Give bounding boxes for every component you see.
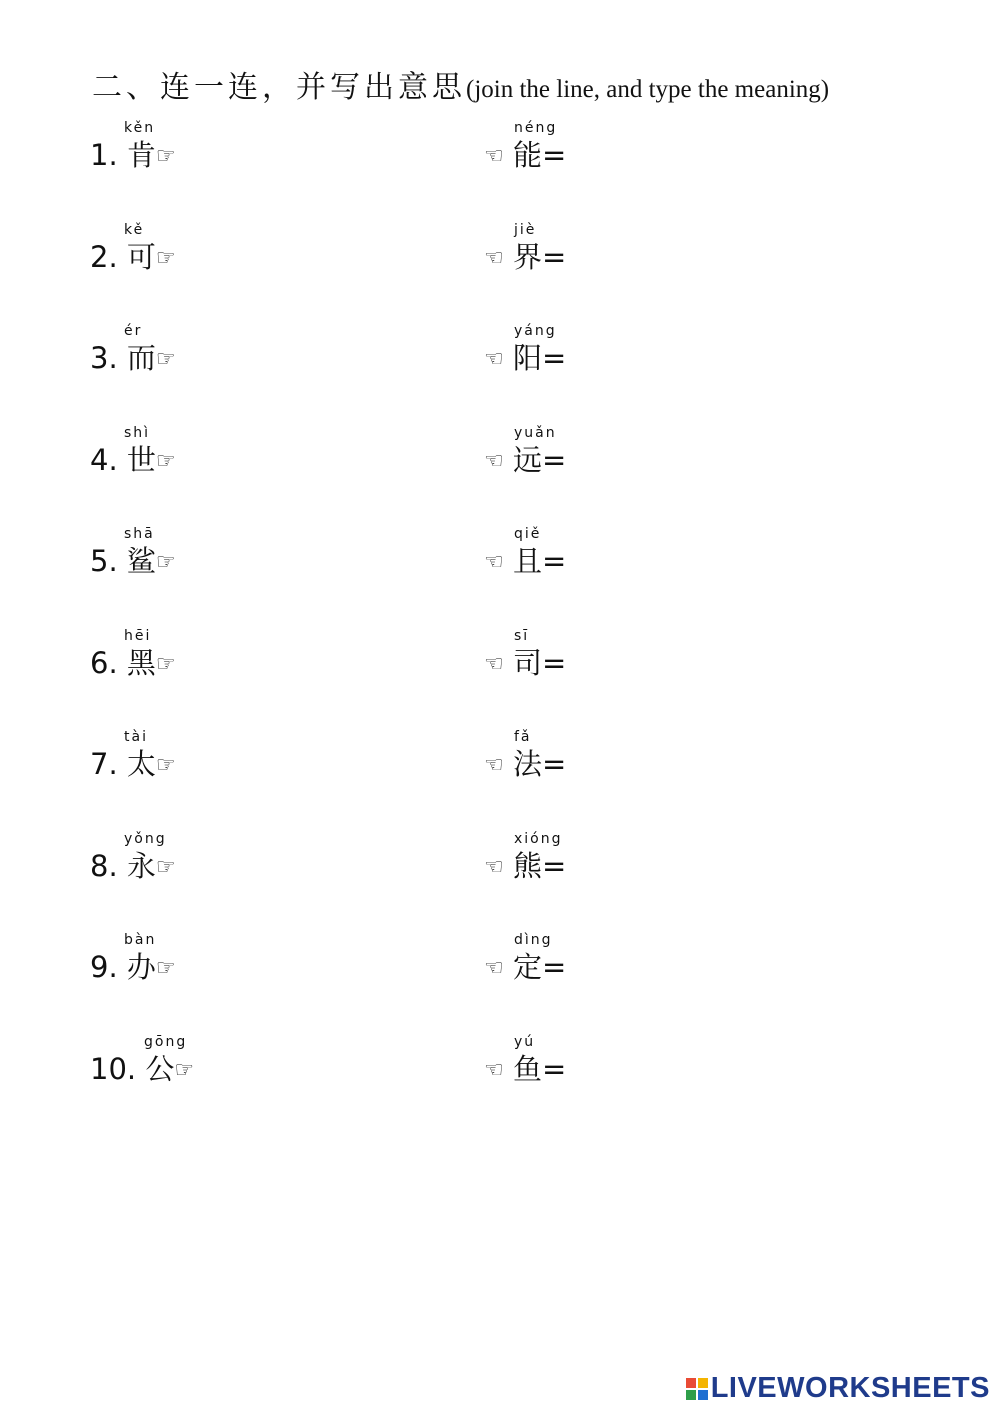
meaning-input[interactable] [566,342,930,378]
right-pinyin: jiè [514,221,537,238]
left-character: 鲨 [126,544,156,578]
equals-sign: = [541,950,567,984]
meaning-input[interactable] [566,545,930,581]
left-pointing-hand-icon[interactable]: ☜ [484,753,504,778]
match-row [0,729,1000,799]
equals-sign: = [541,239,567,274]
left-pinyin: kě [124,221,145,238]
right-pinyin: qiě [514,526,542,542]
right-term[interactable] [484,747,930,784]
right-term[interactable] [484,341,930,378]
right-pinyin: fǎ [514,729,532,745]
right-pinyin: yú [514,1033,536,1050]
left-pointing-hand-icon[interactable]: ☜ [484,956,504,981]
left-term[interactable] [90,544,176,580]
meaning-input[interactable] [566,850,930,886]
match-row [0,932,1000,1002]
right-character: 能 [512,138,542,172]
left-character: 办 [126,950,156,984]
left-term[interactable] [90,341,176,377]
left-pinyin: ér [124,323,143,339]
left-term[interactable] [90,240,176,276]
match-row [0,526,1000,596]
left-term[interactable] [90,443,176,479]
left-pinyin: shā [124,526,155,542]
equals-sign: = [541,747,567,781]
right-term[interactable] [484,1052,930,1089]
right-term[interactable] [484,240,930,277]
right-character: 界 [512,239,542,274]
logo-text: LIVEWORKSHEETS [710,1372,990,1404]
equals-sign: = [541,544,567,578]
heading-english: (join the line, and type the meaning) [466,76,830,103]
left-character: 肯 [126,138,156,172]
left-term[interactable] [90,1052,194,1088]
meaning-input[interactable] [566,139,930,175]
item-number: 5. [90,544,118,578]
right-pinyin: yáng [514,323,557,339]
left-pointing-hand-icon[interactable]: ☜ [484,144,504,169]
left-pinyin: tài [124,729,148,745]
left-term[interactable] [90,950,176,986]
right-character: 且 [512,544,542,578]
right-character: 定 [512,950,542,984]
right-pinyin: xióng [514,830,563,847]
meaning-input[interactable] [566,1053,930,1089]
equals-sign: = [541,341,567,375]
left-pinyin: shì [124,424,151,441]
meaning-input[interactable] [566,951,930,987]
left-pinyin: kěn [124,120,156,136]
equals-sign: = [541,848,567,883]
match-row [0,831,1000,901]
left-character: 世 [126,442,156,477]
left-character: 永 [126,848,156,883]
left-character: 而 [126,341,156,375]
meaning-input[interactable] [566,241,930,277]
right-term[interactable] [484,138,930,175]
right-pinyin: sī [514,627,530,644]
item-number: 10. [90,1051,137,1086]
meaning-input[interactable] [566,444,930,480]
left-term[interactable] [90,849,176,885]
left-character: 公 [145,1051,175,1086]
worksheet-heading [92,62,829,106]
item-number: 9. [90,950,118,984]
left-pointing-hand-icon[interactable]: ☜ [484,347,504,372]
left-character: 黑 [126,645,156,680]
left-pinyin: yǒng [124,830,167,847]
equals-sign: = [541,138,567,172]
right-character: 法 [512,747,542,781]
right-pointing-hand-icon[interactable]: ☞ [155,956,176,981]
match-row [0,323,1000,393]
right-character: 远 [512,442,542,477]
left-term[interactable] [90,646,176,682]
left-pointing-hand-icon[interactable]: ☜ [484,854,504,880]
right-character: 鱼 [512,1051,542,1086]
right-character: 阳 [512,341,542,375]
right-pointing-hand-icon[interactable]: ☞ [155,448,176,474]
left-term[interactable] [90,747,176,783]
heading-chinese: 二、连一连，并写出意思 [92,70,466,105]
right-term[interactable] [484,443,930,480]
left-pointing-hand-icon[interactable]: ☜ [484,448,504,474]
left-pinyin: gōng [144,1033,188,1050]
left-character: 太 [126,747,156,781]
right-pointing-hand-icon[interactable]: ☞ [155,347,176,372]
liveworksheets-logo [686,1372,990,1405]
item-number: 6. [90,645,118,680]
left-pinyin: bàn [124,932,157,948]
match-row [0,1034,1000,1104]
right-pointing-hand-icon[interactable]: ☞ [155,550,176,575]
right-term[interactable] [484,544,930,581]
left-character: 可 [126,239,156,274]
right-pointing-hand-icon[interactable]: ☞ [155,854,176,880]
left-pointing-hand-icon[interactable]: ☜ [484,651,504,677]
right-term[interactable] [484,849,930,886]
right-pinyin: yuǎn [514,424,557,441]
equals-sign: = [541,442,567,477]
item-number: 4. [90,442,118,477]
item-number: 3. [90,341,118,375]
right-pinyin: néng [514,120,558,136]
right-pointing-hand-icon[interactable]: ☞ [155,245,176,271]
meaning-input[interactable] [566,647,930,683]
right-character: 熊 [512,848,542,883]
left-pointing-hand-icon[interactable]: ☜ [484,245,504,271]
item-number: 1. [90,138,118,172]
match-row [0,222,1000,292]
item-number: 8. [90,848,118,883]
right-pointing-hand-icon[interactable]: ☞ [174,1057,195,1083]
right-term[interactable] [484,646,930,683]
right-character: 司 [512,645,542,680]
equals-sign: = [541,1051,567,1086]
right-pointing-hand-icon[interactable]: ☞ [155,144,176,169]
item-number: 7. [90,747,118,781]
left-pointing-hand-icon[interactable]: ☜ [484,1057,504,1083]
logo-mark-icon [686,1378,708,1400]
match-row [0,120,1000,190]
match-row [0,628,1000,698]
left-pinyin: hēi [124,627,152,644]
right-pointing-hand-icon[interactable]: ☞ [155,753,176,778]
left-pointing-hand-icon[interactable]: ☜ [484,550,504,575]
equals-sign: = [541,645,567,680]
right-term[interactable] [484,950,930,987]
left-term[interactable] [90,138,176,174]
item-number: 2. [90,239,118,274]
match-row [0,425,1000,495]
right-pointing-hand-icon[interactable]: ☞ [155,651,176,677]
meaning-input[interactable] [566,748,930,784]
right-pinyin: dìng [514,932,553,948]
